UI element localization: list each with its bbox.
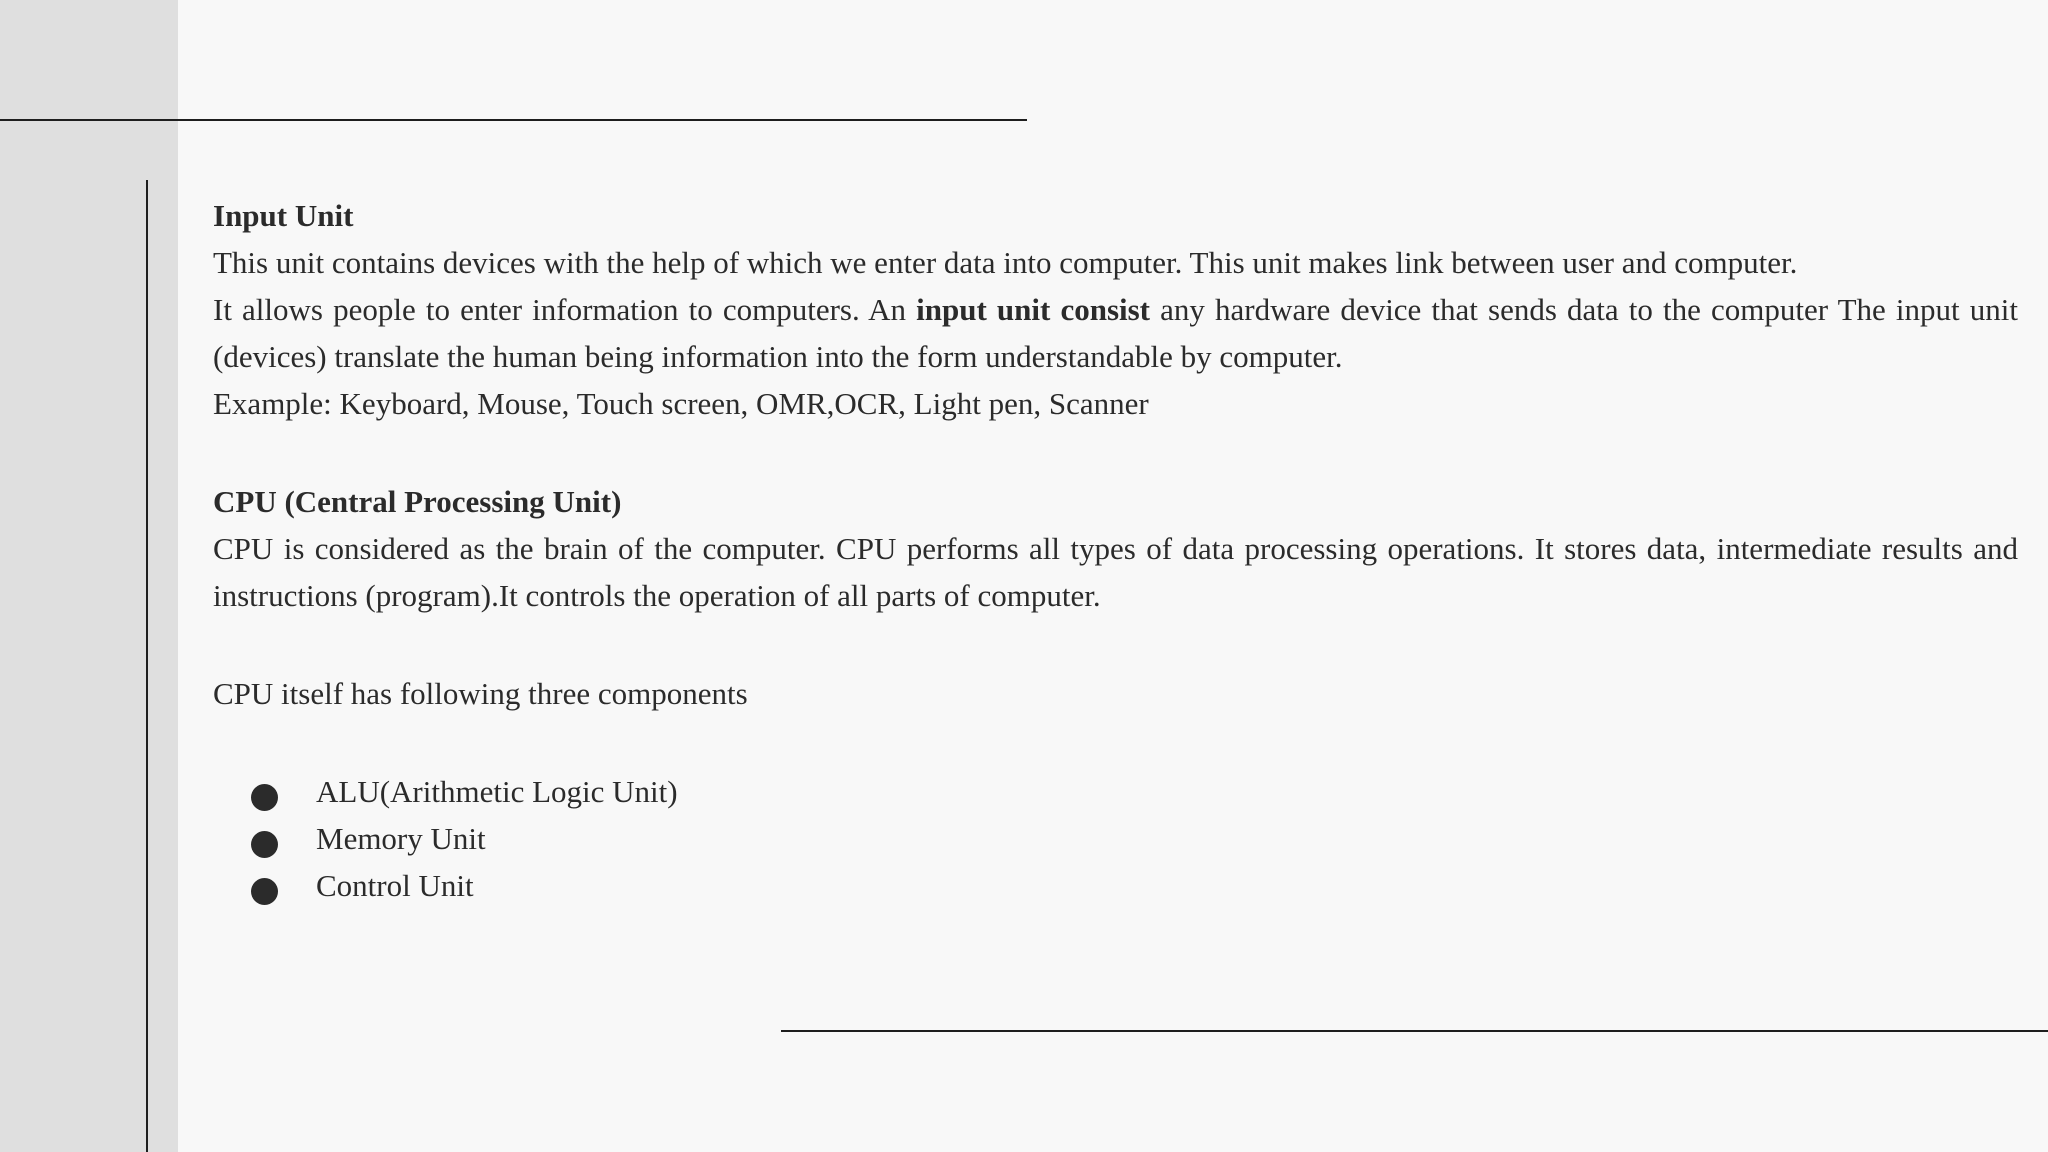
cpu-paragraph: CPU is considered as the brain of the computer. CPU performs all types of data processing operations. It stores data, intermediate results and instructions (program).It controls the operation of all parts of computer. — [213, 531, 2018, 613]
top-divider-line — [0, 119, 1027, 121]
input-unit-emphasis: input unit consist — [916, 292, 1151, 327]
left-sidebar-band — [0, 0, 178, 1152]
bottom-divider-line — [781, 1030, 2048, 1032]
list-item-label: Control Unit — [316, 868, 474, 903]
bullet-icon — [251, 831, 278, 858]
input-unit-paragraph-1: This unit contains devices with the help of which we enter data into computer. This unit makes link between user and computer. — [213, 245, 1798, 280]
cpu-heading: CPU (Central Processing Unit) — [213, 484, 622, 519]
input-unit-example: Example: Keyboard, Mouse, Touch screen, OMR,OCR, Light pen, Scanner — [213, 386, 1149, 421]
bullet-icon — [251, 784, 278, 811]
list-item — [213, 768, 2018, 815]
spacer — [213, 717, 2018, 768]
cpu-components-list — [213, 768, 2018, 909]
list-item-label: ALU(Arithmetic Logic Unit) — [316, 774, 678, 809]
slide-body — [213, 192, 2018, 909]
input-unit-paragraph-2 — [213, 286, 2018, 380]
input-unit-paragraph-2-end: any hardware device that sends data to the computer The input unit (devices) translate the human being information into the form understandable by computer. — [213, 292, 2018, 374]
input-unit-paragraph-2-start: It allows people to enter information to computers. An — [213, 292, 917, 327]
input-unit-heading: Input Unit — [213, 198, 354, 233]
list-item — [213, 862, 2018, 909]
bullet-icon — [251, 878, 278, 905]
list-item-label: Memory Unit — [316, 821, 486, 856]
list-item — [213, 815, 2018, 862]
spacer — [213, 619, 2018, 670]
vertical-divider-line — [146, 180, 148, 1152]
spacer — [213, 427, 2018, 478]
cpu-components-intro: CPU itself has following three components — [213, 676, 748, 711]
